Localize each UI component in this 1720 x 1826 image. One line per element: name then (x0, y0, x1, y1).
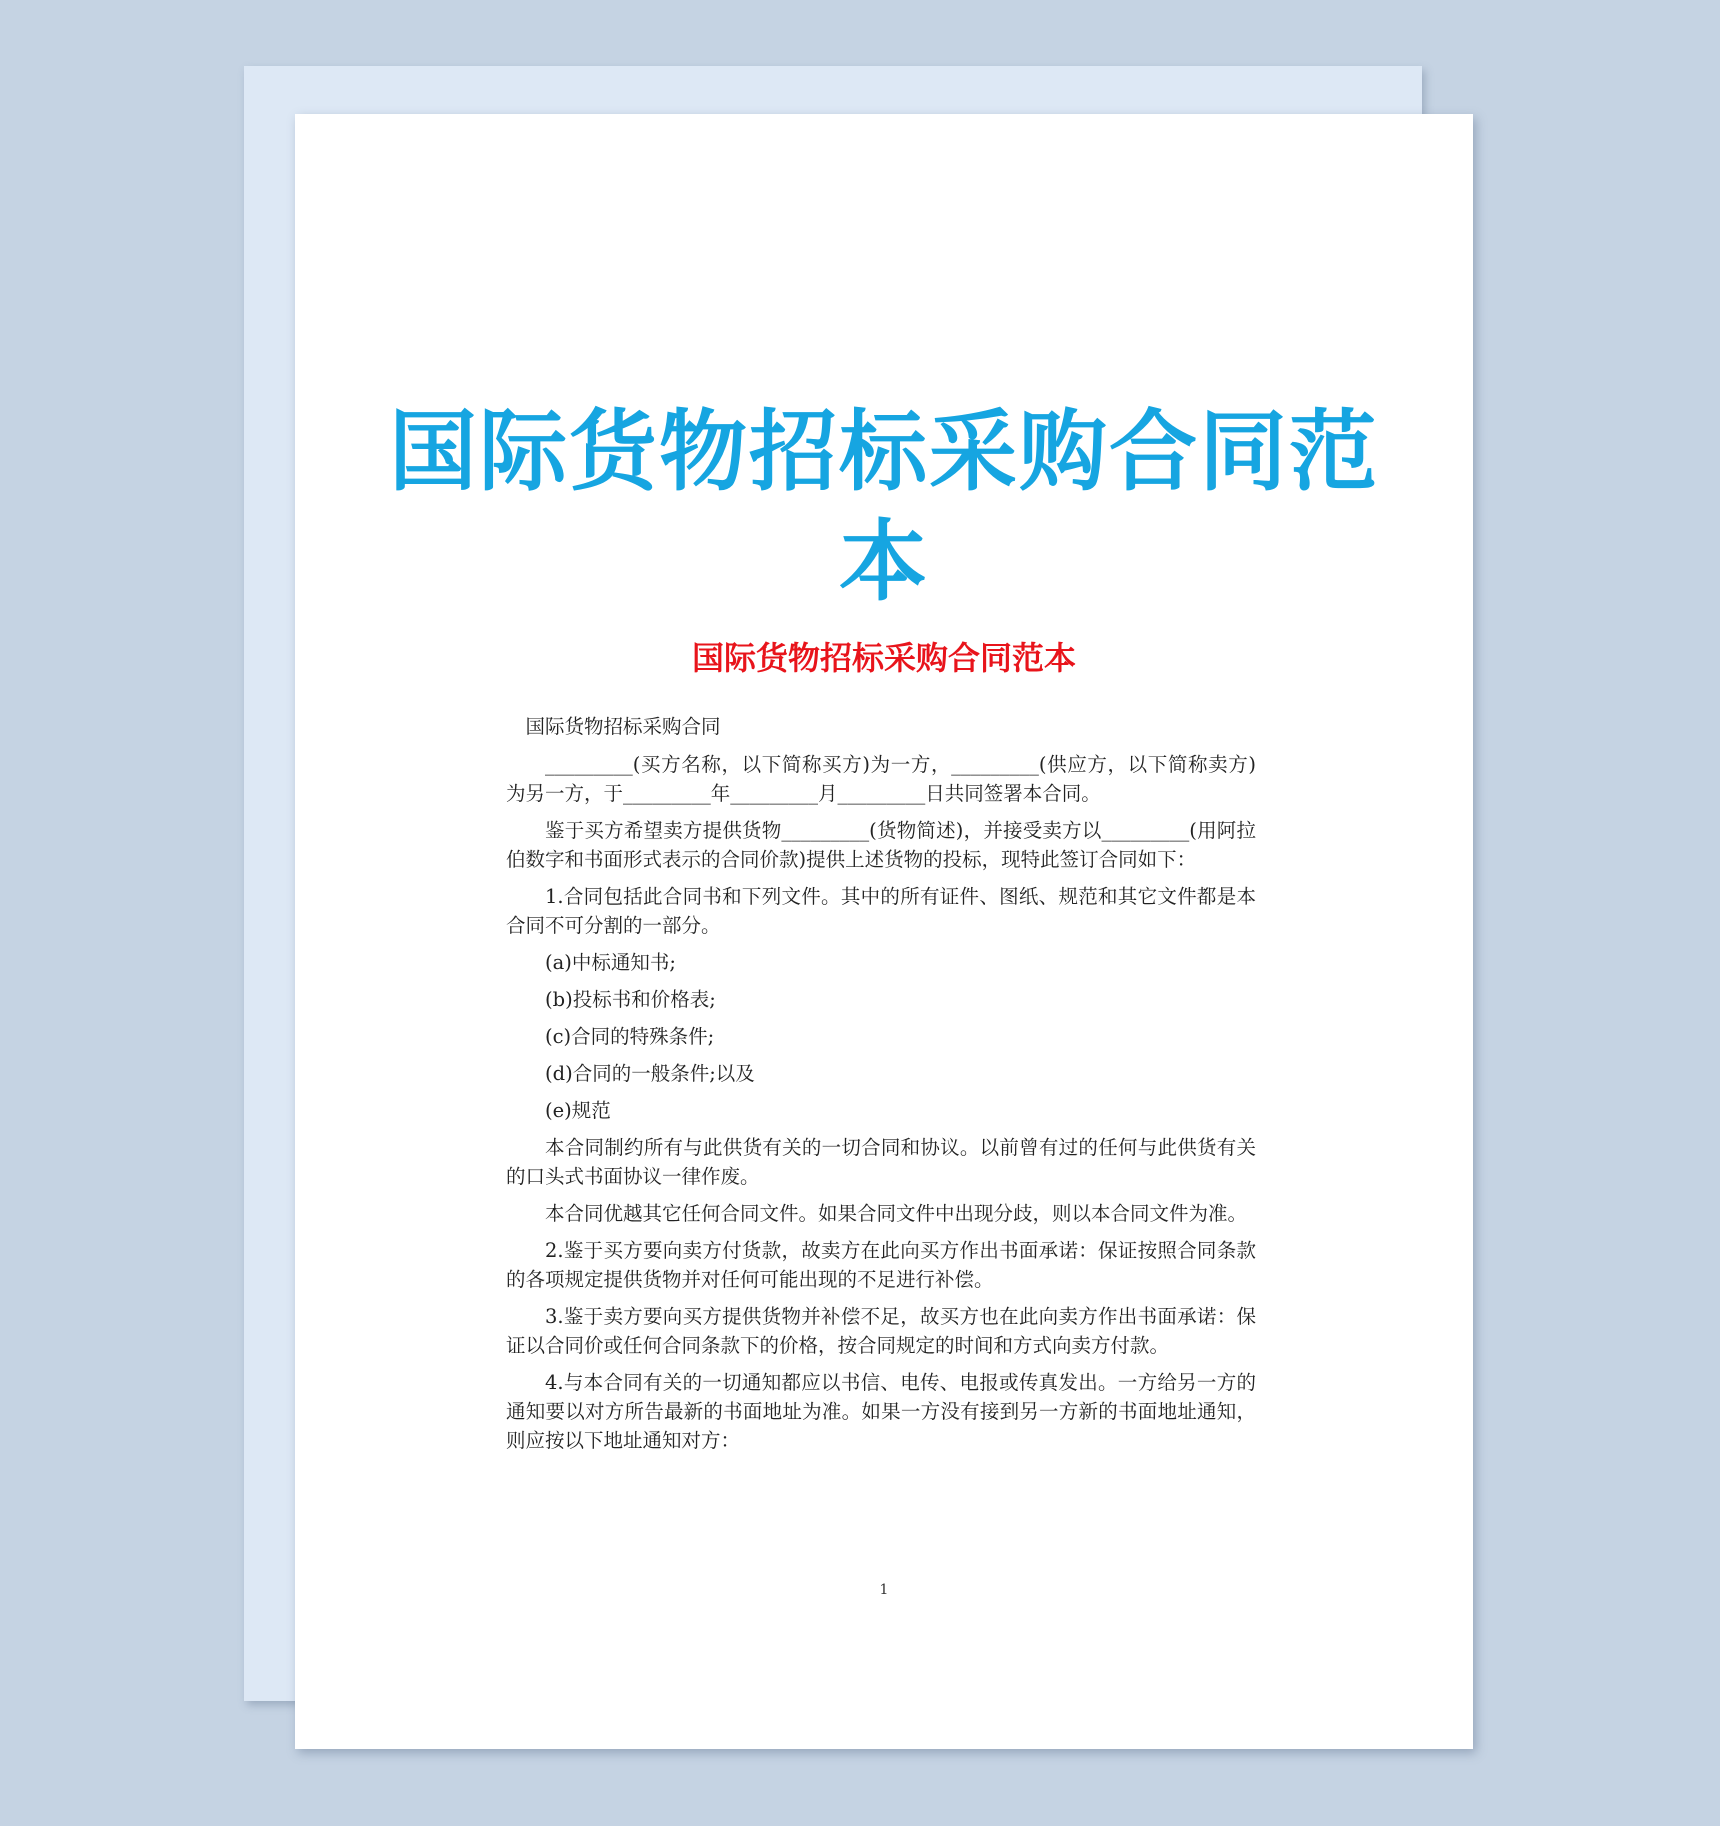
paragraph-supersede: 本合同制约所有与此供货有关的一切合同和协议。以前曾有过的任何与此供货有关的口头式书面协议一律作废。 (506, 1136, 1256, 1188)
paragraph-precedence: 本合同优越其它任何合同文件。如果合同文件中出现分歧，则以本合同文件为准。 (545, 1202, 1248, 1225)
list-item-b: (b)投标书和价格表; (545, 988, 716, 1011)
page-number: 1 (879, 1582, 889, 1598)
clause-4: 4.与本合同有关的一切通知都应以书信、电传、电报或传真发出。一方给另一方的通知要以对方所告最新的书面地址为准。如果一方没有接到另一方新的书面地址通知，则应按以下地址通知对方： (506, 1371, 1256, 1452)
list-item-e: (e)规范 (545, 1099, 611, 1122)
paragraph-recital: 鉴于买方希望卖方提供货物_________(货物简述)，并接受卖方以_________(用阿拉伯数字和书面形式表示的合同价款)提供上述货物的投标，现特此签订合同如下： (506, 819, 1256, 871)
list-item-d: (d)合同的一般条件;以及 (545, 1062, 755, 1085)
document-title: 国际货物招标采购合同范本 (388, 400, 1379, 613)
document-page (295, 114, 1473, 1749)
clause-3: 3.鉴于卖方要向买方提供货物并补偿不足，故买方也在此向卖方作出书面承诺：保证以合同价或任何合同条款下的价格，按合同规定的时间和方式向卖方付款。 (506, 1305, 1256, 1357)
contract-heading: 国际货物招标采购合同 (525, 715, 721, 738)
list-item-c: (c)合同的特殊条件; (545, 1025, 715, 1048)
document-subtitle: 国际货物招标采购合同范本 (691, 639, 1076, 677)
clause-2: 2.鉴于买方要向卖方付货款，故卖方在此向买方作出书面承诺：保证按照合同条款的各项规定提供货物并对任何可能出现的不足进行补偿。 (506, 1239, 1256, 1291)
paragraph-parties: _________(买方名称，以下简称买方)为一方，_________(供应方，以下简称卖方)为另一方，于_________年_________月_________日共同签署本合同。 (506, 753, 1256, 805)
clause-1: 1.合同包括此合同书和下列文件。其中的所有证件、图纸、规范和其它文件都是本合同不可分割的一部分。 (506, 885, 1256, 937)
document-body (506, 712, 1256, 1463)
list-item-a: (a)中标通知书; (545, 951, 676, 974)
